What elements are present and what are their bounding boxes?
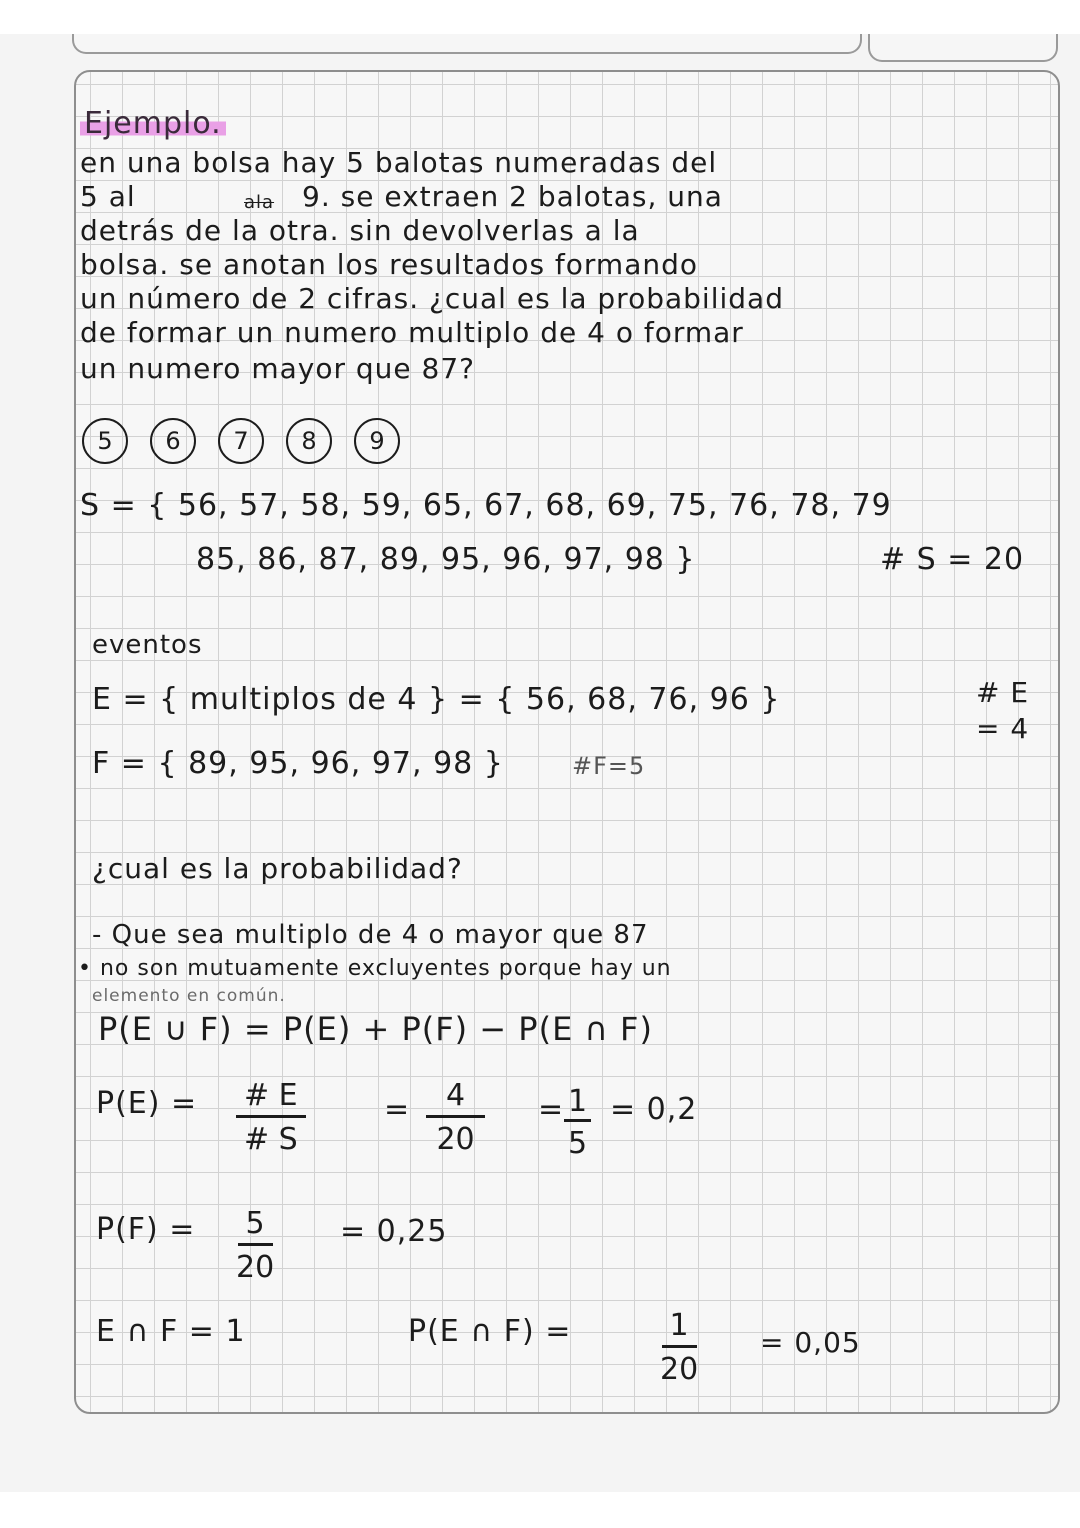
question-note-2: elemento en común. bbox=[92, 986, 286, 1006]
union-formula: P(E ∪ F) = P(E) + P(F) − P(E ∩ F) bbox=[98, 1010, 653, 1048]
top-margin-box-right bbox=[868, 34, 1058, 62]
events-heading: eventos bbox=[92, 630, 203, 660]
pE-label: P(E) = bbox=[96, 1086, 198, 1121]
question-heading: ¿cual es la probabilidad? bbox=[92, 852, 463, 885]
ball-9: 9 bbox=[354, 418, 400, 464]
pF-fraction: $\frac{5}{20}$ bbox=[236, 1206, 275, 1285]
struck-word: ala bbox=[244, 192, 275, 213]
pE-result: = 0,2 bbox=[610, 1092, 698, 1127]
sample-space-line-1: S = { 56, 57, 58, 59, 65, 67, 68, 69, 75, 76, 78, 79 bbox=[80, 488, 892, 523]
equals-sign-2: = bbox=[538, 1092, 565, 1127]
highlighted-title: Ejemplo. bbox=[80, 106, 226, 141]
problem-line-2a: 5 al bbox=[80, 180, 136, 213]
pEF-label: P(E ∩ F) = bbox=[408, 1314, 572, 1349]
ball-7: 7 bbox=[218, 418, 264, 464]
problem-line-6: de formar un numero multiplo de 4 o formar bbox=[80, 316, 744, 349]
sample-space-line-2: 85, 86, 87, 89, 95, 96, 97, 98 } bbox=[196, 542, 696, 577]
event-F-cardinality: #F=5 bbox=[572, 752, 646, 780]
pE-fraction-3: $\frac{1}{5}$ bbox=[564, 1084, 591, 1161]
problem-line-1: en una bolsa hay 5 balotas numeradas del bbox=[80, 146, 718, 179]
problem-line-3: detrás de la otra. sin devolverlas a la bbox=[80, 214, 640, 247]
page-title bbox=[80, 106, 226, 141]
event-E-cardinality-top: # E bbox=[976, 676, 1030, 709]
pEF-fraction: $\frac{1}{20}$ bbox=[660, 1308, 699, 1387]
pEF-result: = 0,05 bbox=[760, 1326, 861, 1359]
ball-8: 8 bbox=[286, 418, 332, 464]
problem-line-5: un número de 2 cifras. ¿cual es la probabilidad bbox=[80, 282, 784, 315]
sample-space-cardinality: # S = 20 bbox=[880, 542, 1025, 577]
top-margin-box-left bbox=[72, 34, 862, 54]
balls-row bbox=[82, 418, 400, 464]
question-note-1: • no son mutuamente excluyentes porque hay un bbox=[78, 956, 672, 981]
ball-5: 5 bbox=[82, 418, 128, 464]
pE-fraction-1: $\frac{\# E}{\# S}$ bbox=[236, 1078, 306, 1157]
problem-line-7: un numero mayor que 87? bbox=[80, 352, 475, 385]
problem-line-4: bolsa. se anotan los resultados formando bbox=[80, 248, 699, 281]
event-E: E = { multiplos de 4 } = { 56, 68, 76, 96 } bbox=[92, 682, 781, 717]
event-E-cardinality-bottom: = 4 bbox=[976, 712, 1030, 745]
pE-fraction-2: $\frac{4}{20}$ bbox=[426, 1078, 485, 1157]
event-F: F = { 89, 95, 96, 97, 98 } bbox=[92, 746, 504, 781]
pF-result: = 0,25 bbox=[340, 1214, 448, 1249]
ball-6: 6 bbox=[150, 418, 196, 464]
intersection-count: E ∩ F = 1 bbox=[96, 1314, 246, 1349]
equals-sign: = bbox=[384, 1092, 411, 1127]
problem-line-2b: 9. se extraen 2 balotas, una bbox=[302, 180, 723, 213]
pF-label: P(F) = bbox=[96, 1212, 196, 1247]
question-sub: - Que sea multiplo de 4 o mayor que 87 bbox=[92, 920, 649, 950]
